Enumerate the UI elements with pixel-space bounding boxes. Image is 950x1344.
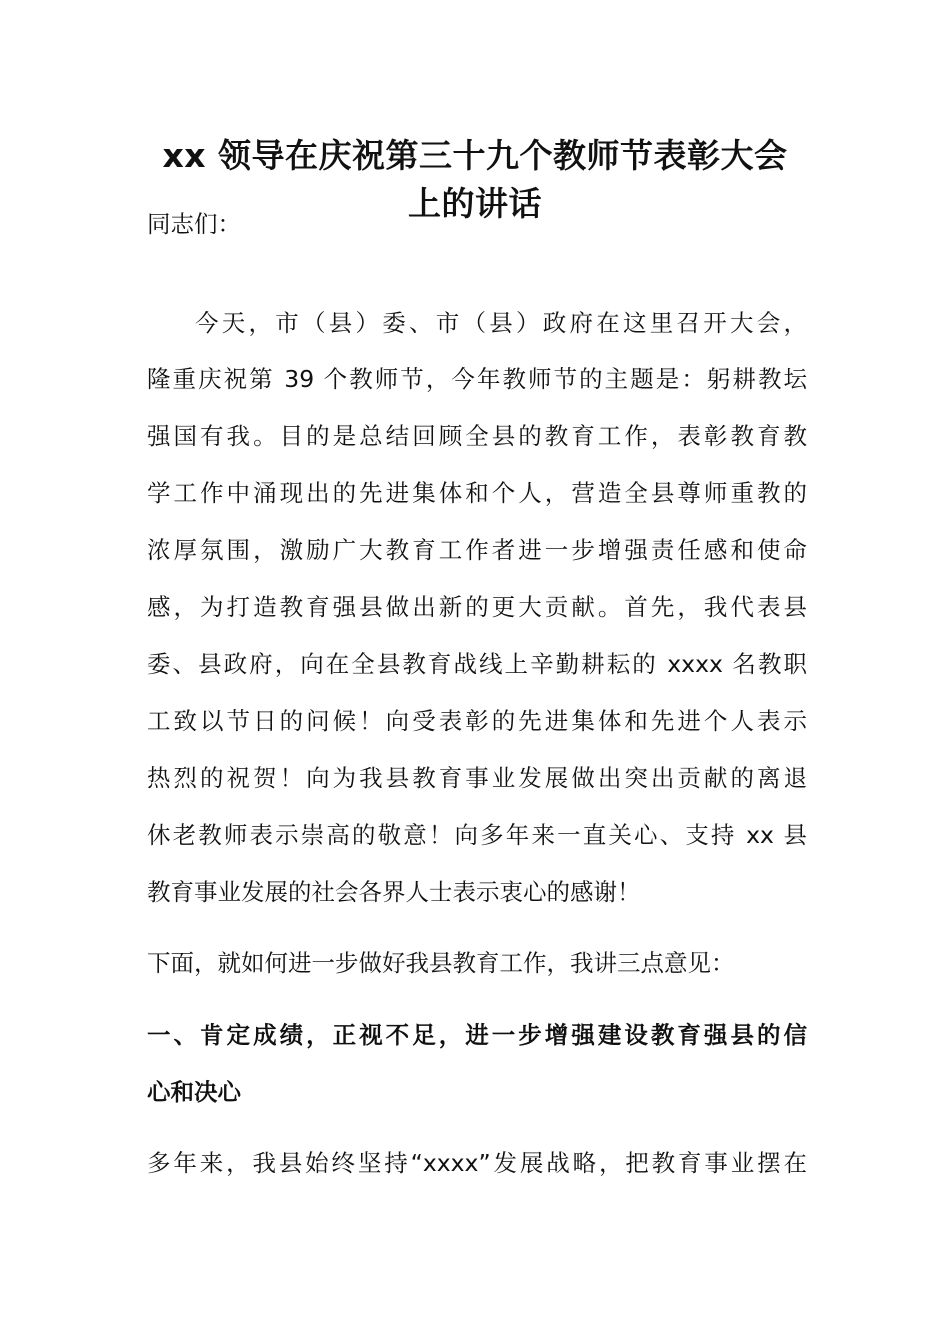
section-heading: 心和决心 <box>147 1078 241 1106</box>
paragraph-line: 教育事业发展的社会各界人士表示衷心的感谢！ <box>147 878 641 906</box>
salutation: 同志们： <box>147 210 241 238</box>
paragraph-line: 强国有我。目的是总结回顾全县的教育工作，表彰教育教 <box>147 422 807 450</box>
paragraph-line: 感，为打造教育强县做出新的更大贡献。首先，我代表县 <box>147 593 807 621</box>
paragraph-line: 隆重庆祝第 39 个教师节，今年教师节的主题是：躬耕教坛 <box>147 365 807 393</box>
paragraph-line: 休老教师表示崇高的敬意！向多年来一直关心、支持 xx 县 <box>147 821 807 849</box>
paragraph-line: 多年来，我县始终坚持“xxxx”发展战略，把教育事业摆在 <box>147 1149 807 1177</box>
paragraph-line: 浓厚氛围，激励广大教育工作者进一步增强责任感和使命 <box>147 536 807 564</box>
paragraph-line: 工致以节日的问候！向受表彰的先进集体和先进个人表示 <box>147 707 807 735</box>
title-line-2: 上的讲话 <box>408 184 542 223</box>
paragraph-line: 热烈的祝贺！向为我县教育事业发展做出突出贡献的离退 <box>147 764 807 792</box>
title-line-1: xx 领导在庆祝第三十九个教师节表彰大会 <box>162 136 788 175</box>
paragraph-line: 今天，市（县）委、市（县）政府在这里召开大会， <box>195 309 807 337</box>
paragraph-line: 学工作中涌现出的先进集体和个人，营造全县尊师重教的 <box>147 479 807 507</box>
paragraph-line: 委、县政府，向在全县教育战线上辛勤耕耘的 xxxx 名教职 <box>147 650 807 678</box>
section-heading: 一、肯定成绩，正视不足，进一步增强建设教育强县的信 <box>147 1021 807 1049</box>
paragraph-line: 下面，就如何进一步做好我县教育工作，我讲三点意见： <box>147 949 735 977</box>
